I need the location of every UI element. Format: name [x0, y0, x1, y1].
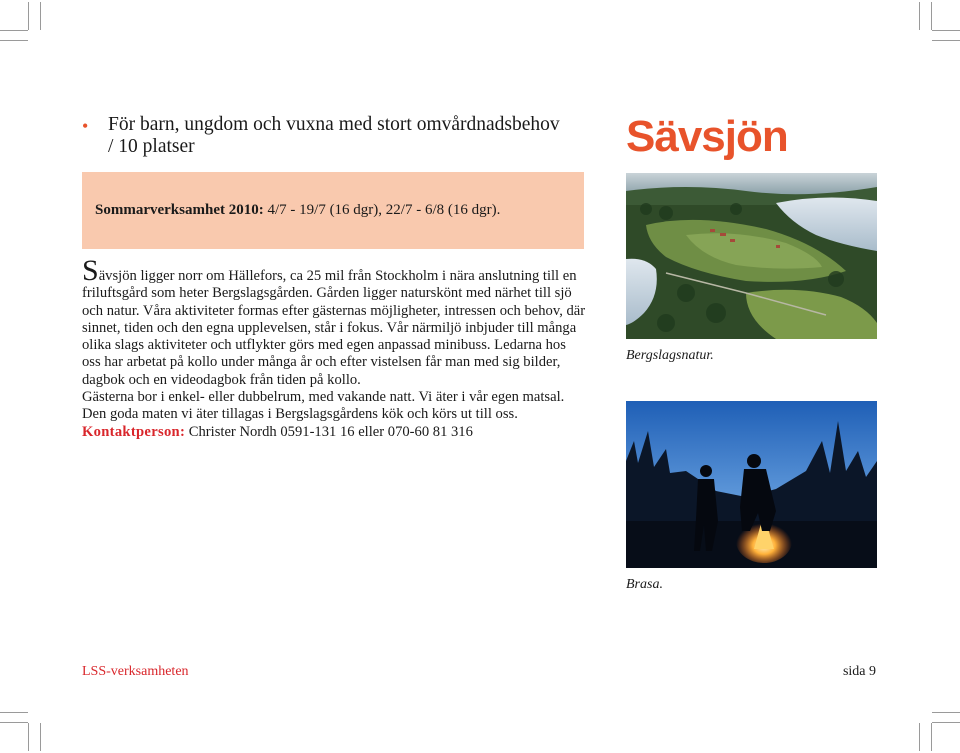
page-title: Sävsjön: [626, 112, 788, 161]
bullet-icon: •: [82, 116, 89, 136]
summer-info-box: [82, 172, 584, 249]
contact-line: [82, 424, 588, 441]
aerial-landscape-photo: [626, 173, 877, 339]
contact-label: Kontaktperson:: [82, 423, 186, 440]
contact-value: Christer Nordh 0591-131 16 eller 070-60 81 316: [185, 423, 473, 440]
photo2-caption: Brasa.: [626, 577, 663, 592]
intro-bullet-text: För barn, ungdom och vuxna med stort omvårdnadsbehov / 10 platser: [108, 114, 560, 157]
food-paragraph: Den goda maten vi äter tillagas i Bergslagsgårdens kök och körs ut till oss.: [82, 406, 518, 423]
footer-section-name: LSS-verksamheten: [82, 664, 189, 679]
summer-label: Sommarverksamhet 2010:: [95, 202, 264, 218]
rooms-paragraph: Gästerna bor i enkel- eller dubbelrum, med vakande natt. Vi äter i vår egen matsal.: [82, 389, 565, 406]
summer-info: [95, 202, 500, 219]
drop-cap: S: [82, 254, 99, 287]
body-text: [82, 254, 588, 441]
description-text: ävsjön ligger norr om Hällefors, ca 25 mil från Stockholm i nära anslutning till en friluftsgård som heter Bergslagsgården. Gården ligger naturskönt med närhet till sjö och natur. Våra aktiviteter formas efter gästernas möjligheter, intressen och behov, där sinnet, tiden och den egna upplevelsen, står i fokus. Vår närmiljö inbjuder till många olika slags aktiviteter och utflykter görs med egen anpassad minibuss. Ledarna hos oss har arbetat på kollo under många år och efter vistelsen får man med sig bilder, dagbok och en videodagbok från tiden på kollo.: [82, 268, 586, 388]
photo1-caption: Bergslagsnatur.: [626, 348, 714, 363]
intro-bullet: [82, 114, 562, 158]
footer-page-number: sida 9: [842, 664, 876, 679]
campfire-photo: [626, 401, 877, 568]
summer-dates: 4/7 - 19/7 (16 dgr), 22/7 - 6/8 (16 dgr).: [267, 202, 501, 218]
description-paragraph: [82, 254, 588, 389]
